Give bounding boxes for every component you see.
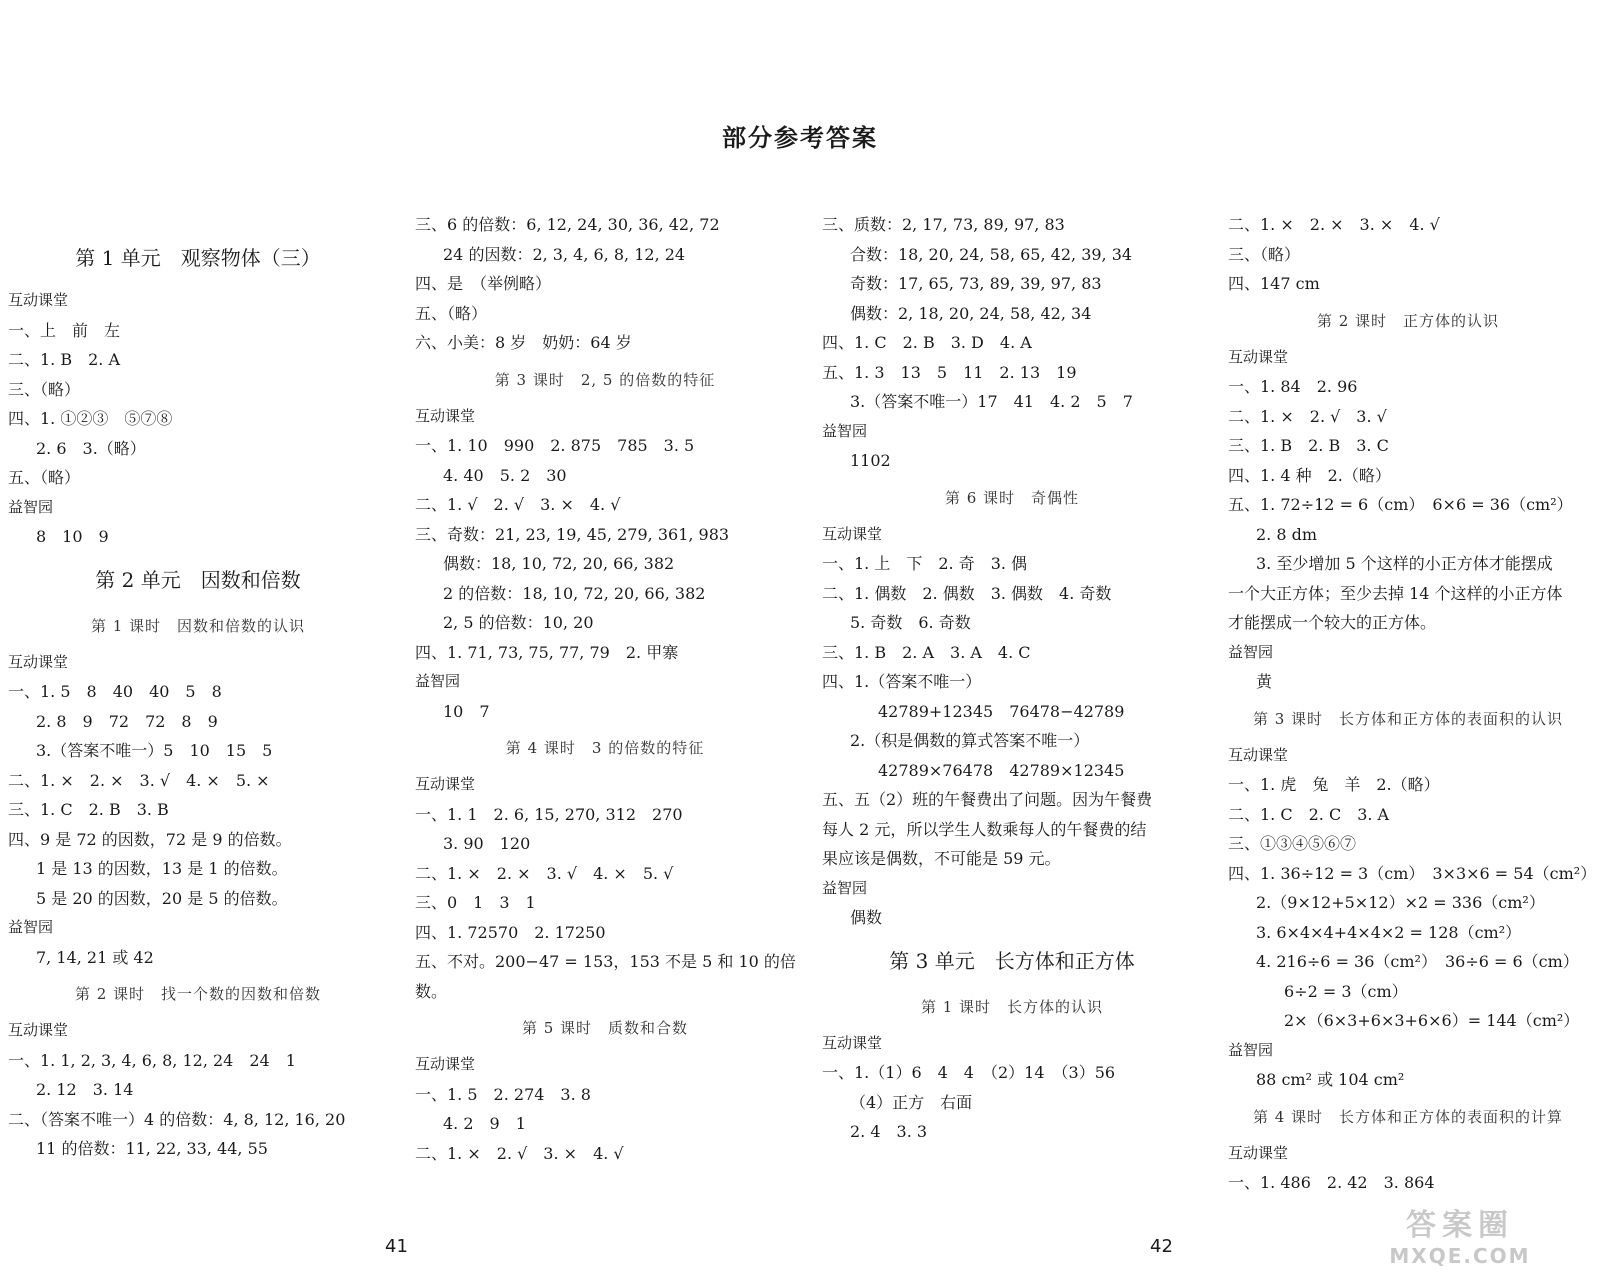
answer-line: 一、1. 1 2. 6, 15, 270, 312 270	[415, 804, 683, 824]
answer-line: 1102	[850, 451, 891, 470]
section-label: 互动课堂	[415, 775, 476, 793]
answer-line: 11 的倍数：11, 22, 33, 44, 55	[36, 1139, 268, 1158]
answer-line: 黄	[1256, 672, 1273, 691]
answer-line: 3. 至少增加 5 个这样的小正方体才能摆成	[1256, 554, 1553, 573]
answer-column-2	[415, 210, 795, 1168]
answer-line: 4. 2 9 1	[443, 1114, 526, 1133]
answer-line: 1 是 13 的因数，13 是 1 的倍数。	[36, 859, 288, 878]
section-label: 益智园	[1228, 642, 1274, 661]
section-label: 互动课堂	[8, 1021, 69, 1039]
answer-line: 一、1. 1, 2, 3, 4, 6, 8, 12, 24 24 1	[8, 1050, 296, 1070]
answer-line: 四、9 是 72 的因数，72 是 9 的倍数。	[8, 829, 292, 849]
answer-line: 2×（6×3+6×3+6×6）= 144（cm²）	[1284, 1011, 1580, 1030]
answer-line: 一、1. 虎 兔 羊 2.（略）	[1228, 775, 1440, 794]
answer-line: 8 10 9	[36, 527, 109, 546]
lesson-heading: 第 1 课时 因数和倍数的认识	[90, 616, 306, 635]
answer-line: 才能摆成一个较大的正方体。	[1228, 613, 1437, 632]
answer-line: 四、1. C 2. B 3. D 4. A	[822, 333, 1032, 352]
answer-line: 二、1. × 2. √ 3. × 4. √	[415, 1143, 624, 1163]
answer-line: 四、1. 72570 2. 17250	[415, 922, 606, 942]
answer-line: 42789×76478 42789×12345	[878, 760, 1125, 780]
answer-line: 二、1. × 2. × 3. × 4. √	[1228, 215, 1440, 234]
section-label: 益智园	[822, 878, 868, 897]
unit-heading: 第 1 单元 观察物体（三）	[75, 246, 321, 270]
answer-line: 五、五（2）班的午餐费出了问题。因为午餐费	[822, 790, 1153, 809]
answer-line: 2 的倍数：18, 10, 72, 20, 66, 382	[443, 583, 706, 603]
page-number-left: 41	[385, 1236, 408, 1257]
lesson-heading: 第 1 课时 长方体的认识	[920, 997, 1104, 1016]
answer-line: 2, 5 的倍数：10, 20	[443, 613, 594, 632]
lesson-heading: 第 5 课时 质数和合数	[521, 1019, 689, 1037]
answer-line: 二、1. C 2. C 3. A	[1228, 804, 1390, 824]
answer-line: 五、（略）	[415, 303, 488, 323]
section-label: 互动课堂	[415, 406, 476, 425]
section-label: 互动课堂	[1228, 347, 1289, 366]
answer-line: 三、质数：2, 17, 73, 89, 97, 83	[822, 215, 1065, 234]
answer-line: 二、1. 偶数 2. 偶数 3. 偶数 4. 奇数	[822, 583, 1112, 603]
section-label: 互动课堂	[1228, 1143, 1289, 1162]
answer-line: 4. 216÷6 = 36（cm²） 36÷6 = 6（cm）	[1256, 952, 1579, 971]
answer-line: 五、不对。200−47 = 153，153 不是 5 和 10 的倍	[415, 952, 796, 971]
answer-line: 三、奇数：21, 23, 19, 45, 279, 361, 983	[415, 524, 730, 544]
answer-line: 四、147 cm	[1228, 274, 1320, 293]
answer-line: 合数：18, 20, 24, 58, 65, 42, 39, 34	[850, 244, 1133, 264]
watermark-logo	[1360, 1200, 1560, 1280]
answer-line: 10 7	[443, 701, 490, 721]
answer-line: 4. 40 5. 2 30	[443, 465, 567, 485]
section-label: 互动课堂	[822, 1033, 883, 1052]
answer-line: 二、1. × 2. × 3. √ 4. × 5. √	[415, 863, 674, 883]
section-label: 益智园	[8, 918, 54, 936]
answer-line: 3.（答案不唯一）5 10 15 5	[36, 741, 273, 760]
page-title: 部分参考答案	[722, 123, 878, 152]
answer-line: 3.（答案不唯一）17 41 4. 2 5 7	[850, 392, 1133, 411]
answer-line: 24 的因数：2, 3, 4, 6, 8, 12, 24	[443, 244, 686, 264]
answer-line: 二、1. B 2. A	[8, 350, 121, 369]
answer-line: 一、1. 10 990 2. 875 785 3. 5	[415, 436, 695, 455]
answer-line: 偶数：2, 18, 20, 24, 58, 42, 34	[850, 303, 1092, 323]
answer-line: 三、1. C 2. B 3. B	[8, 800, 169, 819]
answer-line: 3. 90 120	[443, 834, 531, 853]
answer-line: 6÷2 = 3（cm）	[1284, 981, 1408, 1001]
answer-line: 偶数：18, 10, 72, 20, 66, 382	[443, 554, 675, 573]
answer-line: 四、1. ①②③ ⑤⑦⑧	[8, 409, 173, 428]
answer-line: 二、1. × 2. × 3. √ 4. × 5. ×	[8, 770, 270, 790]
section-label: 互动课堂	[8, 652, 69, 671]
watermark-line1: 答案圈	[1406, 1208, 1514, 1243]
lesson-heading: 第 4 课时 3 的倍数的特征	[505, 739, 705, 757]
answer-line: 一、1.（1）6 4 4 （2）14 （3）56	[822, 1063, 1116, 1082]
answer-line: 果应该是偶数，不可能是 59 元。	[822, 849, 1061, 868]
answer-line: 四、1.（答案不唯一）	[822, 672, 982, 691]
answer-line: 5. 奇数 6. 奇数	[850, 613, 971, 632]
section-label: 益智园	[8, 497, 54, 516]
answer-line: 88 cm² 或 104 cm²	[1256, 1070, 1405, 1089]
answer-line: 三、0 1 3 1	[415, 893, 536, 912]
answer-line: 五、1. 3 13 5 11 2. 13 19	[822, 362, 1077, 382]
answer-line: 五、（略）	[8, 468, 81, 487]
section-label: 互动课堂	[822, 524, 883, 543]
answer-line: 奇数：17, 65, 73, 89, 39, 97, 83	[850, 274, 1102, 293]
answer-line: 一、1. 上 下 2. 奇 3. 偶	[822, 554, 1028, 573]
answer-line: 二、1. × 2. √ 3. √	[1228, 406, 1387, 426]
answer-line: （4）正方 右面	[850, 1092, 973, 1112]
answer-line: 42789+12345 76478−42789	[878, 701, 1125, 721]
answer-column-1	[8, 230, 388, 1164]
answer-line: 一、1. 5 2. 274 3. 8	[415, 1084, 591, 1104]
answer-line: 5 是 20 的因数，20 是 5 的倍数。	[36, 888, 288, 908]
lesson-heading: 第 6 课时 奇偶性	[944, 488, 1080, 507]
lesson-heading: 第 2 课时 正方体的认识	[1316, 311, 1500, 330]
answer-line: 一、1. 5 8 40 40 5 8	[8, 682, 222, 701]
lesson-heading: 第 4 课时 长方体和正方体的表面积的计算	[1252, 1107, 1564, 1126]
answer-line: 2. 12 3. 14	[36, 1080, 134, 1099]
answer-line: 2.（9×12+5×12）×2 = 336（cm²）	[1256, 893, 1545, 912]
answer-line: 2. 8 dm	[1256, 524, 1318, 544]
answer-line: 三、（略）	[8, 379, 81, 399]
answer-line: 7, 14, 21 或 42	[36, 947, 154, 967]
answer-line: 三、6 的倍数：6, 12, 24, 30, 36, 42, 72	[415, 215, 720, 234]
section-label: 互动课堂	[8, 291, 69, 309]
page-number-right: 42	[1150, 1236, 1173, 1257]
answer-line: 数。	[415, 981, 448, 1001]
answer-line: 2. 4 3. 3	[850, 1122, 928, 1141]
answer-line: 一、1. 84 2. 96	[1228, 377, 1358, 396]
answer-line: 四、1. 71, 73, 75, 77, 79 2. 甲寨	[415, 642, 679, 662]
answer-line: 三、1. B 2. A 3. A 4. C	[822, 642, 1031, 662]
unit-heading: 第 2 单元 因数和倍数	[95, 567, 301, 592]
watermark-line2: MXQE.COM	[1389, 1244, 1531, 1268]
answer-line: 偶数	[850, 908, 883, 927]
answer-line: 2. 6 3.（略）	[36, 438, 146, 458]
section-label: 益智园	[1228, 1040, 1274, 1059]
answer-line: 一、上 前 左	[8, 320, 121, 340]
section-label: 益智园	[822, 421, 868, 440]
answer-line: 一个大正方体；至少去掉 14 个这样的小正方体	[1228, 583, 1563, 603]
answer-line: 四、是 （举例略）	[415, 274, 552, 293]
answer-line: 四、1. 4 种 2.（略）	[1228, 465, 1391, 485]
lesson-heading: 第 2 课时 找一个数的因数和倍数	[74, 985, 322, 1003]
section-label: 益智园	[415, 672, 461, 690]
answer-line: 二、（答案不唯一）4 的倍数：4, 8, 12, 16, 20	[8, 1109, 346, 1129]
lesson-heading: 第 3 课时 2, 5 的倍数的特征	[494, 370, 716, 389]
answer-line: 四、1. 36÷12 = 3（cm） 3×3×6 = 54（cm²）	[1228, 863, 1597, 883]
answer-line: 五、1. 72÷12 = 6（cm） 6×6 = 36（cm²）	[1228, 495, 1573, 514]
answer-line: 2.（积是偶数的算式答案不唯一）	[850, 731, 1090, 750]
answer-line: 六、小美：8 岁 奶奶：64 岁	[415, 333, 632, 352]
answer-line: 二、1. √ 2. √ 3. × 4. √	[415, 495, 621, 514]
answer-line: 三、①③④⑤⑥⑦	[1228, 834, 1357, 853]
answer-line: 一、1. 486 2. 42 3. 864	[1228, 1173, 1435, 1192]
section-label: 互动课堂	[1228, 745, 1289, 764]
answer-column-4	[1228, 210, 1597, 1198]
answer-line: 三、（略）	[1228, 244, 1301, 264]
section-label: 互动课堂	[415, 1055, 476, 1073]
answer-line: 每人 2 元，所以学生人数乘每人的午餐费的结	[822, 819, 1147, 839]
unit-heading: 第 3 单元 长方体和正方体	[889, 948, 1135, 973]
answer-line: 3. 6×4×4+4×4×2 = 128（cm²）	[1256, 922, 1522, 942]
answer-line: 2. 8 9 72 72 8 9	[36, 711, 218, 731]
lesson-heading: 第 3 课时 长方体和正方体的表面积的认识	[1252, 709, 1564, 728]
answer-line: 三、1. B 2. B 3. C	[1228, 436, 1389, 455]
answer-column-3	[822, 210, 1202, 1147]
